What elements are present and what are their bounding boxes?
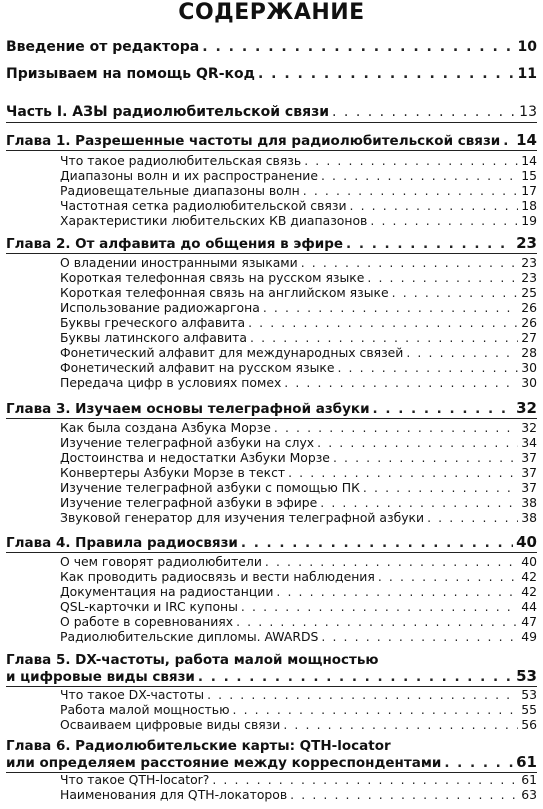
toc-label: Что такое радиолюбительская связь xyxy=(60,153,302,168)
toc-page-number: 53 xyxy=(516,667,537,685)
toc-page-number: 10 xyxy=(517,39,537,55)
toc-page-number: 37 xyxy=(521,465,537,480)
dot-leader xyxy=(378,570,518,584)
toc-page-number: 34 xyxy=(521,435,537,450)
toc-label: Работа малой мощностью xyxy=(60,702,230,717)
toc-page-number: 56 xyxy=(521,717,537,732)
toc-page-number: 37 xyxy=(521,450,537,465)
toc-label: Часть I. АЗЫ радиолюбительской связи xyxy=(6,104,330,120)
toc-label: Наименования для QTH-локаторов xyxy=(60,787,288,802)
dot-leader xyxy=(346,236,513,252)
toc-page-number: 25 xyxy=(521,285,537,300)
dot-leader xyxy=(276,585,518,599)
toc-page-number: 17 xyxy=(521,183,537,198)
toc-page-number: 40 xyxy=(521,554,537,569)
dot-leader xyxy=(212,773,518,787)
toc-page-number: 19 xyxy=(521,213,537,228)
dot-leader xyxy=(406,346,518,360)
toc-label: Передача цифр в условиях помех xyxy=(60,375,282,390)
toc-page-number: 38 xyxy=(521,495,537,510)
chapter-divider xyxy=(6,122,537,123)
dot-leader xyxy=(241,600,518,614)
toc-page-number: 32 xyxy=(516,399,537,417)
toc-label: Частотная сетка радиолюбительской связи xyxy=(60,198,347,213)
toc-label: Глава 2. От алфавита до общения в эфире xyxy=(6,236,344,252)
dot-leader xyxy=(350,199,519,213)
toc-label: Короткая телефонная связь на русском языке xyxy=(60,270,365,285)
dot-leader xyxy=(283,718,518,732)
dot-leader xyxy=(248,316,518,330)
toc-label: Звуковой генератор для изучения телеграфной азбуки xyxy=(60,510,425,525)
toc-label: Как была создана Азбука Морзе xyxy=(60,420,271,435)
toc-page-number: 42 xyxy=(521,584,537,599)
dot-leader xyxy=(363,481,518,495)
toc-page-number: 11 xyxy=(517,66,537,82)
toc-page-number: 47 xyxy=(521,614,537,629)
toc-label: Характеристики любительских КВ диапазонов xyxy=(60,213,368,228)
toc-page-number: 30 xyxy=(521,360,537,375)
dot-leader xyxy=(284,376,518,390)
dot-leader xyxy=(332,104,514,121)
dot-leader xyxy=(503,133,513,149)
toc-label: О владении иностранными языками xyxy=(60,255,298,270)
dot-leader xyxy=(321,169,518,183)
page-title: СОДЕРЖАНИЕ xyxy=(178,0,365,25)
toc-label: Достоинства и недостатки Азбуки Морзе xyxy=(60,450,330,465)
toc-page-number: 44 xyxy=(521,599,537,614)
toc-label: и цифровые виды связи xyxy=(6,669,195,685)
toc-label: Изучение телеграфной азбуки на слух xyxy=(60,435,315,450)
toc-label: Глава 5. DX-частоты, работа малой мощностью xyxy=(6,652,379,668)
toc-label: Буквы греческого алфавита xyxy=(60,315,246,330)
toc-page-number: 26 xyxy=(521,300,537,315)
toc-label: Изучение телеграфной азбуки в эфире xyxy=(60,495,318,510)
dot-leader xyxy=(444,755,513,771)
dot-leader xyxy=(321,630,518,644)
toc-label: Как проводить радиосвязь и вести наблюдения xyxy=(60,569,375,584)
toc-label: О чем говорят радиолюбители xyxy=(60,554,262,569)
toc-page-number: 42 xyxy=(521,569,537,584)
toc-label: Что такое QTH-locator? xyxy=(60,772,210,787)
dot-leader xyxy=(233,703,519,717)
chapter-divider xyxy=(6,552,537,553)
toc-page-number: 38 xyxy=(521,510,537,525)
dot-leader xyxy=(265,555,518,569)
toc-label: Введение от редактора xyxy=(6,39,200,55)
dot-leader xyxy=(202,39,514,56)
toc-label: Фонетический алфавит на русском языке xyxy=(60,360,335,375)
dot-leader xyxy=(373,401,514,417)
toc-page-number: 61 xyxy=(521,772,537,787)
toc-page-number: 26 xyxy=(521,315,537,330)
dot-leader xyxy=(317,436,518,450)
toc-label: Буквы латинского алфавита xyxy=(60,330,247,345)
dot-leader xyxy=(288,466,518,480)
toc-label: или определяем расстояние между корреспондентами xyxy=(6,755,442,771)
toc-page-number: 61 xyxy=(516,753,537,771)
toc-label: Короткая телефонная связь на английском языке xyxy=(60,285,389,300)
dot-leader xyxy=(427,511,518,525)
dot-leader xyxy=(367,271,518,285)
toc-page-number: 13 xyxy=(519,104,537,120)
dot-leader xyxy=(303,184,518,198)
toc-label: Конвертеры Азбуки Морзе в текст xyxy=(60,465,286,480)
chapter-divider xyxy=(6,150,537,151)
toc-page-number: 49 xyxy=(521,629,537,644)
toc-label: Изучение телеграфной азбуки с помощью ПК xyxy=(60,480,360,495)
dot-leader xyxy=(301,256,519,270)
toc-page-number: 40 xyxy=(516,533,537,551)
dot-leader xyxy=(198,669,513,685)
toc-page-number: 18 xyxy=(521,198,537,213)
toc-label: Глава 4. Правила радиосвязи xyxy=(6,535,238,551)
dot-leader xyxy=(274,421,518,435)
toc-page-number: 14 xyxy=(521,153,537,168)
toc-page-number: 32 xyxy=(521,420,537,435)
dot-leader xyxy=(250,331,518,345)
toc-label: Фонетический алфавит для международных связей xyxy=(60,345,404,360)
dot-leader xyxy=(263,301,518,315)
dot-leader xyxy=(304,154,518,168)
toc-label: Что такое DX-частоты xyxy=(60,687,205,702)
toc-page-number: 23 xyxy=(521,270,537,285)
toc-label: Осваиваем цифровые виды связи xyxy=(60,717,281,732)
toc-page-number: 23 xyxy=(521,255,537,270)
toc-page-number: 55 xyxy=(521,702,537,717)
dot-leader xyxy=(370,214,518,228)
toc-page-number: 27 xyxy=(521,330,537,345)
dot-leader xyxy=(320,496,518,510)
dot-leader xyxy=(337,361,518,375)
toc-label: Глава 3. Изучаем основы телеграфной азбуки xyxy=(6,401,370,417)
toc-page-number: 30 xyxy=(521,375,537,390)
chapter-divider xyxy=(6,253,537,254)
toc-label: Глава 1. Разрешенные частоты для радиолюбительской связи xyxy=(6,133,501,149)
toc-label: Радиолюбительские дипломы. AWARDS xyxy=(60,629,319,644)
toc-page-number: 15 xyxy=(521,168,537,183)
dot-leader xyxy=(290,788,518,802)
toc-label: Документация на радиостанции xyxy=(60,584,274,599)
toc-label: QSL-карточки и IRC купоны xyxy=(60,599,238,614)
dot-leader xyxy=(392,286,519,300)
toc-label: Диапазоны волн и их распространение xyxy=(60,168,318,183)
chapter-divider xyxy=(6,418,537,419)
toc-label: Глава 6. Радиолюбительские карты: QTH-locator xyxy=(6,738,391,754)
toc-label: О работе в соревнованиях xyxy=(60,614,234,629)
dot-leader xyxy=(258,66,514,83)
toc-page-number: 23 xyxy=(516,234,537,252)
dot-leader xyxy=(236,615,518,629)
toc-page-number: 63 xyxy=(521,787,537,802)
toc-label: Радиовещательные диапазоны волн xyxy=(60,183,300,198)
toc-page-number: 53 xyxy=(521,687,537,702)
dot-leader xyxy=(207,688,518,702)
toc-page-number: 14 xyxy=(516,131,537,149)
dot-leader xyxy=(333,451,518,465)
toc-page-number: 28 xyxy=(521,345,537,360)
toc-label: Призываем на помощь QR-код xyxy=(6,66,255,82)
toc-page-number: 37 xyxy=(521,480,537,495)
toc-label: Использование радиожаргона xyxy=(60,300,260,315)
dot-leader xyxy=(241,535,513,551)
